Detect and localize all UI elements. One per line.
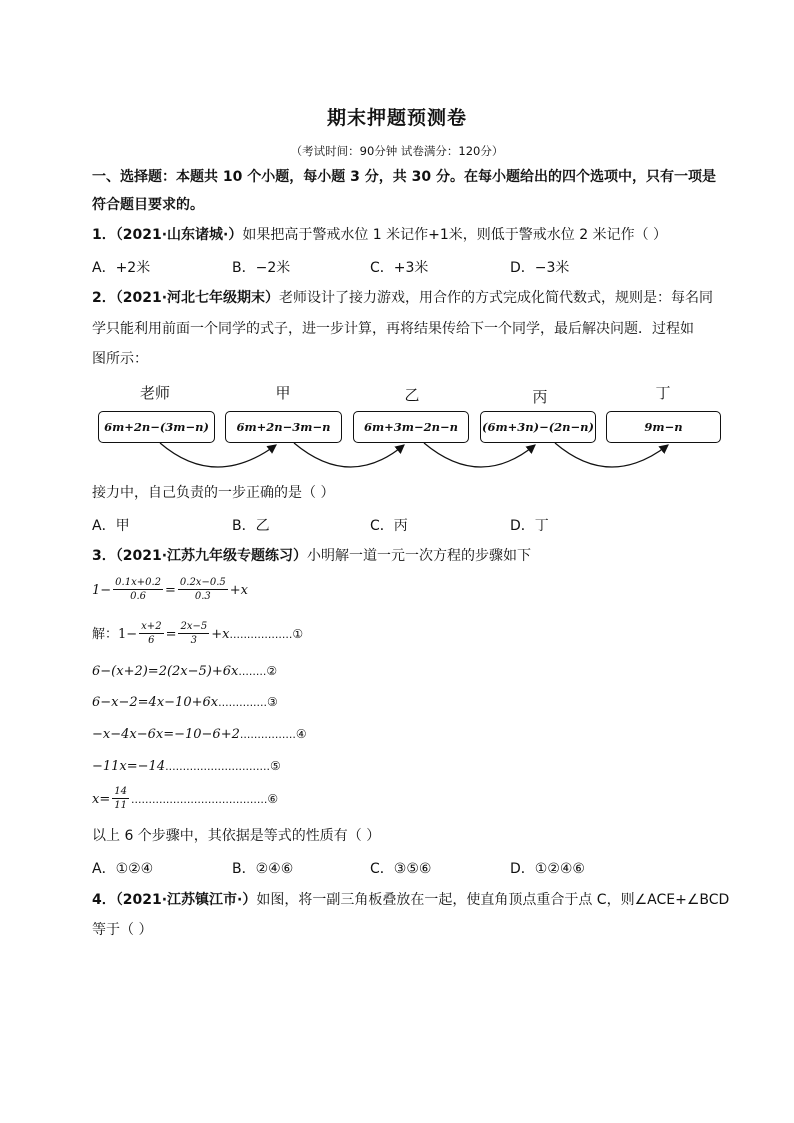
option-c: C．+3米 bbox=[370, 260, 429, 276]
arrow-2 bbox=[294, 443, 404, 467]
relay-box-yi: 6m+3m−2n−n bbox=[353, 411, 469, 443]
question-source: （2021·江苏九年级专题练习） bbox=[115, 548, 308, 564]
fraction: $\frac{14}{11}$ bbox=[114, 786, 127, 811]
page-title: 期末押题预测卷 bbox=[326, 107, 467, 129]
question-2-prompt: 接力中，自己负责的一步正确的是（ ） bbox=[92, 485, 335, 501]
label-bing: 丙 bbox=[532, 388, 548, 406]
option-b: B．−2米 bbox=[232, 260, 291, 276]
option-d: D．−3米 bbox=[510, 260, 570, 276]
option-d: D．①②④⑥ bbox=[510, 861, 585, 877]
step-3: 6−x−2=4x−10+6x..............③ bbox=[92, 695, 278, 710]
question-4 bbox=[92, 890, 729, 910]
option-c: C．③⑤⑥ bbox=[370, 861, 432, 877]
question-number: 1． bbox=[92, 227, 116, 243]
question-4-line2: 等于（ ） bbox=[92, 922, 153, 938]
question-source: （2021·河北七年级期末） bbox=[115, 290, 280, 306]
question-3 bbox=[92, 546, 531, 566]
option-b: B．②④⑥ bbox=[232, 861, 294, 877]
arrow-4 bbox=[555, 443, 668, 467]
question-2-line2: 学只能利用前面一个同学的式子，进一步计算，再将结果传给下一个同学，最后解决问题．过程如 bbox=[92, 321, 694, 337]
label-yi: 乙 bbox=[404, 386, 420, 404]
step-6: x= $\frac{14}{11}$ .......................................⑥ bbox=[92, 786, 279, 811]
option-a: A．+2米 bbox=[92, 260, 151, 276]
equation-original: 1− $\frac{0.1x+0.2}{0.6}$ = $\frac{0.2x-0.5}{0.3}$ +x bbox=[92, 577, 248, 602]
step-4: −x−4x−6x=−10−6+2................④ bbox=[92, 727, 307, 742]
exam-info: （考试时间：90分钟 试卷满分：120分） bbox=[290, 144, 504, 158]
label-teacher: 老师 bbox=[139, 384, 170, 402]
arrow-1 bbox=[160, 443, 276, 467]
question-text: 如图，将一副三角板叠放在一起，使直角顶点重合于点 C，则∠ACE+∠BCD bbox=[256, 892, 730, 908]
step-2: 6−(x+2)=2(2x−5)+6x........② bbox=[92, 664, 278, 679]
option-a: A．甲 bbox=[92, 518, 130, 534]
relay-box-bing: (6m+3n)−(2n−n) bbox=[480, 411, 596, 443]
option-d: D．丁 bbox=[510, 518, 549, 534]
question-number: 2． bbox=[92, 290, 116, 306]
option-b: B．乙 bbox=[232, 518, 270, 534]
section-heading-line2: 符合题目要求的。 bbox=[92, 197, 204, 213]
option-a: A．①②④ bbox=[92, 861, 154, 877]
question-text: 老师设计了接力游戏，用合作的方式完成化简代数式，规则是：每名同 bbox=[279, 290, 714, 306]
label-jia: 甲 bbox=[275, 384, 291, 402]
question-source: （2021·山东诸城·） bbox=[115, 227, 243, 243]
step-5: −11x=−14..............................⑤ bbox=[92, 759, 281, 774]
question-3-prompt: 以上 6 个步骤中，其依据是等式的性质有（ ） bbox=[92, 828, 381, 844]
question-text: 小明解一道一元一次方程的步骤如下 bbox=[307, 548, 532, 564]
question-number: 3． bbox=[92, 548, 116, 564]
fraction: $\frac{0.1x+0.2}{0.6}$ bbox=[115, 577, 161, 602]
fraction: $\frac{0.2x-0.5}{0.3}$ bbox=[179, 577, 226, 602]
relay-box-jia: 6m+2n−3m−n bbox=[225, 411, 342, 443]
fraction: $\frac{x+2}{6}$ bbox=[141, 621, 162, 646]
relay-box-teacher: 6m+2n−(3m−n) bbox=[98, 411, 215, 443]
question-number: 4． bbox=[92, 892, 116, 908]
section-heading-line1: 一、选择题：本题共 10 个小题，每小题 3 分，共 30 分。在每小题给出的四个选项中，只有一项是 bbox=[92, 169, 716, 185]
question-source: （2021·江苏镇江市·） bbox=[115, 892, 257, 908]
relay-box-ding: 9m−n bbox=[606, 411, 721, 443]
question-text: 如果把高于警戒水位 1 米记作+1米，则低于警戒水位 2 米记作（ ） bbox=[242, 227, 668, 243]
step-1: 解：1− $\frac{x+2}{6}$ = $\frac{2x-5}{3}$ +x..................① bbox=[92, 621, 304, 646]
question-2-line3: 图所示： bbox=[92, 351, 148, 367]
fraction: $\frac{2x-5}{3}$ bbox=[180, 621, 208, 646]
arrow-3 bbox=[424, 443, 535, 467]
label-ding: 丁 bbox=[655, 384, 671, 402]
option-c: C．丙 bbox=[370, 518, 408, 534]
